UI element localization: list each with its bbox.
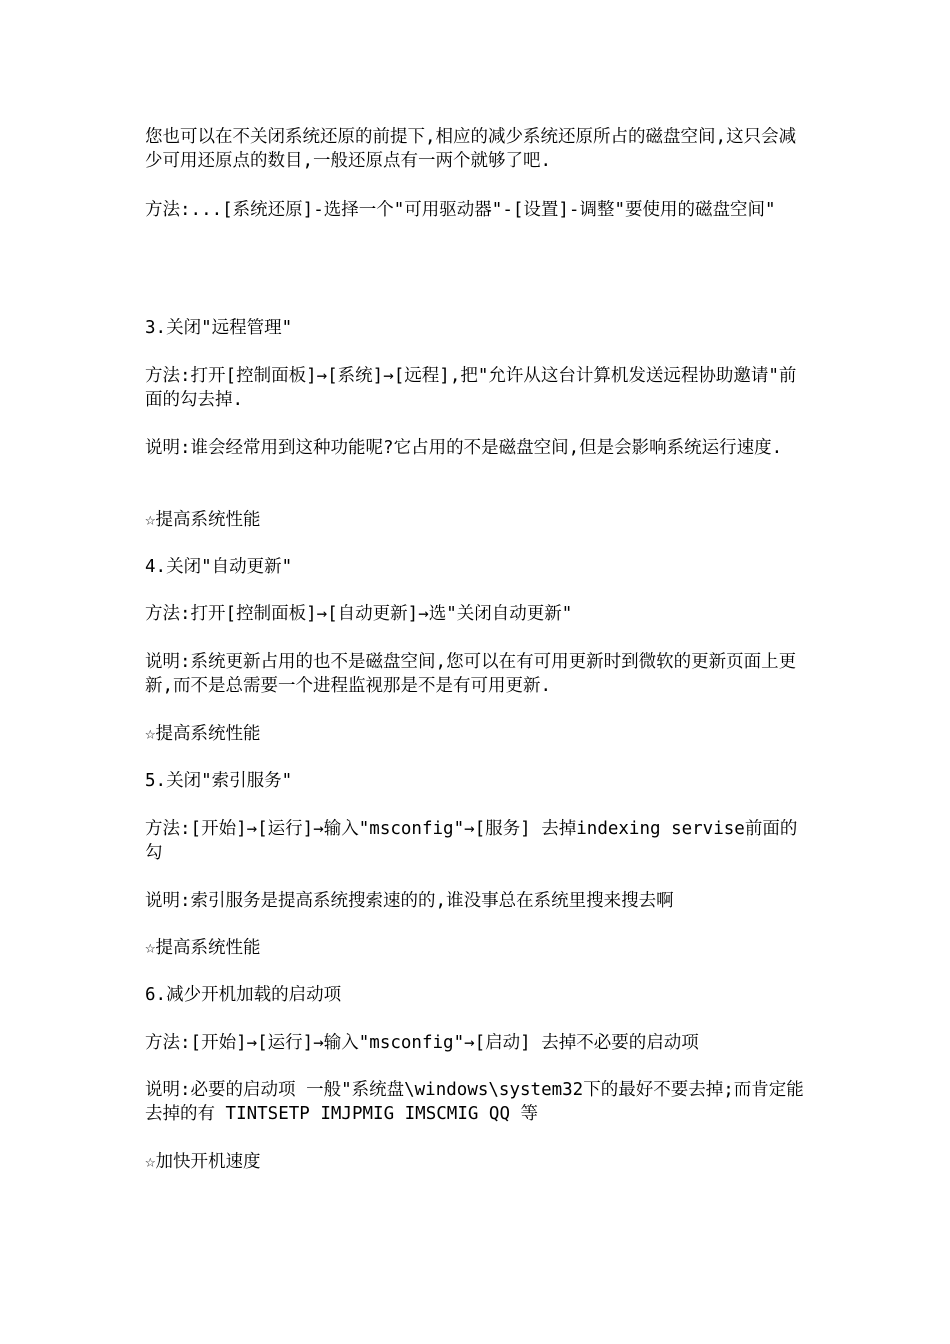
paragraph-indexing-method: 方法:[开始]→[运行]→输入"msconfig"→[服务] 去掉indexing servise前面的勾 bbox=[145, 819, 798, 863]
paragraph-restore-method: 方法:...[系统还原]-选择一个"可用驱动器"-[设置]-调整"要使用的磁盘空间" bbox=[145, 200, 776, 220]
heading-auto-update: 4.关闭"自动更新" bbox=[145, 557, 293, 577]
paragraph-remote-note: 说明:谁会经常用到这种功能呢?它占用的不是磁盘空间,但是会影响系统运行速度. bbox=[145, 438, 783, 458]
paragraph-update-note: 说明:系统更新占用的也不是磁盘空间,您可以在有可用更新时到微软的更新页面上更新,而不是总需要一个进程监视那是不是有可用更新. bbox=[145, 652, 797, 696]
heading-remote-management: 3.关闭"远程管理" bbox=[145, 318, 293, 338]
tag-performance-1: ☆提高系统性能 bbox=[145, 510, 261, 530]
paragraph-indexing-note: 说明:索引服务是提高系统搜索速的的,谁没事总在系统里搜来搜去啊 bbox=[145, 891, 674, 911]
paragraph-startup-note: 说明:必要的启动项 一般"系统盘\windows\system32下的最好不要去掉;而肯定能去掉的有 TINTSETP IMJPMIG IMSCMIG QQ 等 bbox=[145, 1080, 804, 1124]
tag-performance-2: ☆提高系统性能 bbox=[145, 724, 261, 744]
paragraph-startup-method: 方法:[开始]→[运行]→输入"msconfig"→[启动] 去掉不必要的启动项 bbox=[145, 1033, 699, 1053]
tag-performance-3: ☆提高系统性能 bbox=[145, 938, 261, 958]
heading-startup-items: 6.减少开机加载的启动项 bbox=[145, 985, 342, 1005]
paragraph-update-method: 方法:打开[控制面板]→[自动更新]→选"关闭自动更新" bbox=[145, 604, 573, 624]
paragraph-system-restore-space: 您也可以在不关闭系统还原的前提下,相应的减少系统还原所占的磁盘空间,这只会减少可用还原点的数目,一般还原点有一两个就够了吧. bbox=[145, 127, 797, 171]
tag-boot-speed: ☆加快开机速度 bbox=[145, 1152, 261, 1172]
heading-indexing-service: 5.关闭"索引服务" bbox=[145, 771, 293, 791]
paragraph-remote-method: 方法:打开[控制面板]→[系统]→[远程],把"允许从这台计算机发送远程协助邀请"前面的勾去掉. bbox=[145, 366, 797, 410]
